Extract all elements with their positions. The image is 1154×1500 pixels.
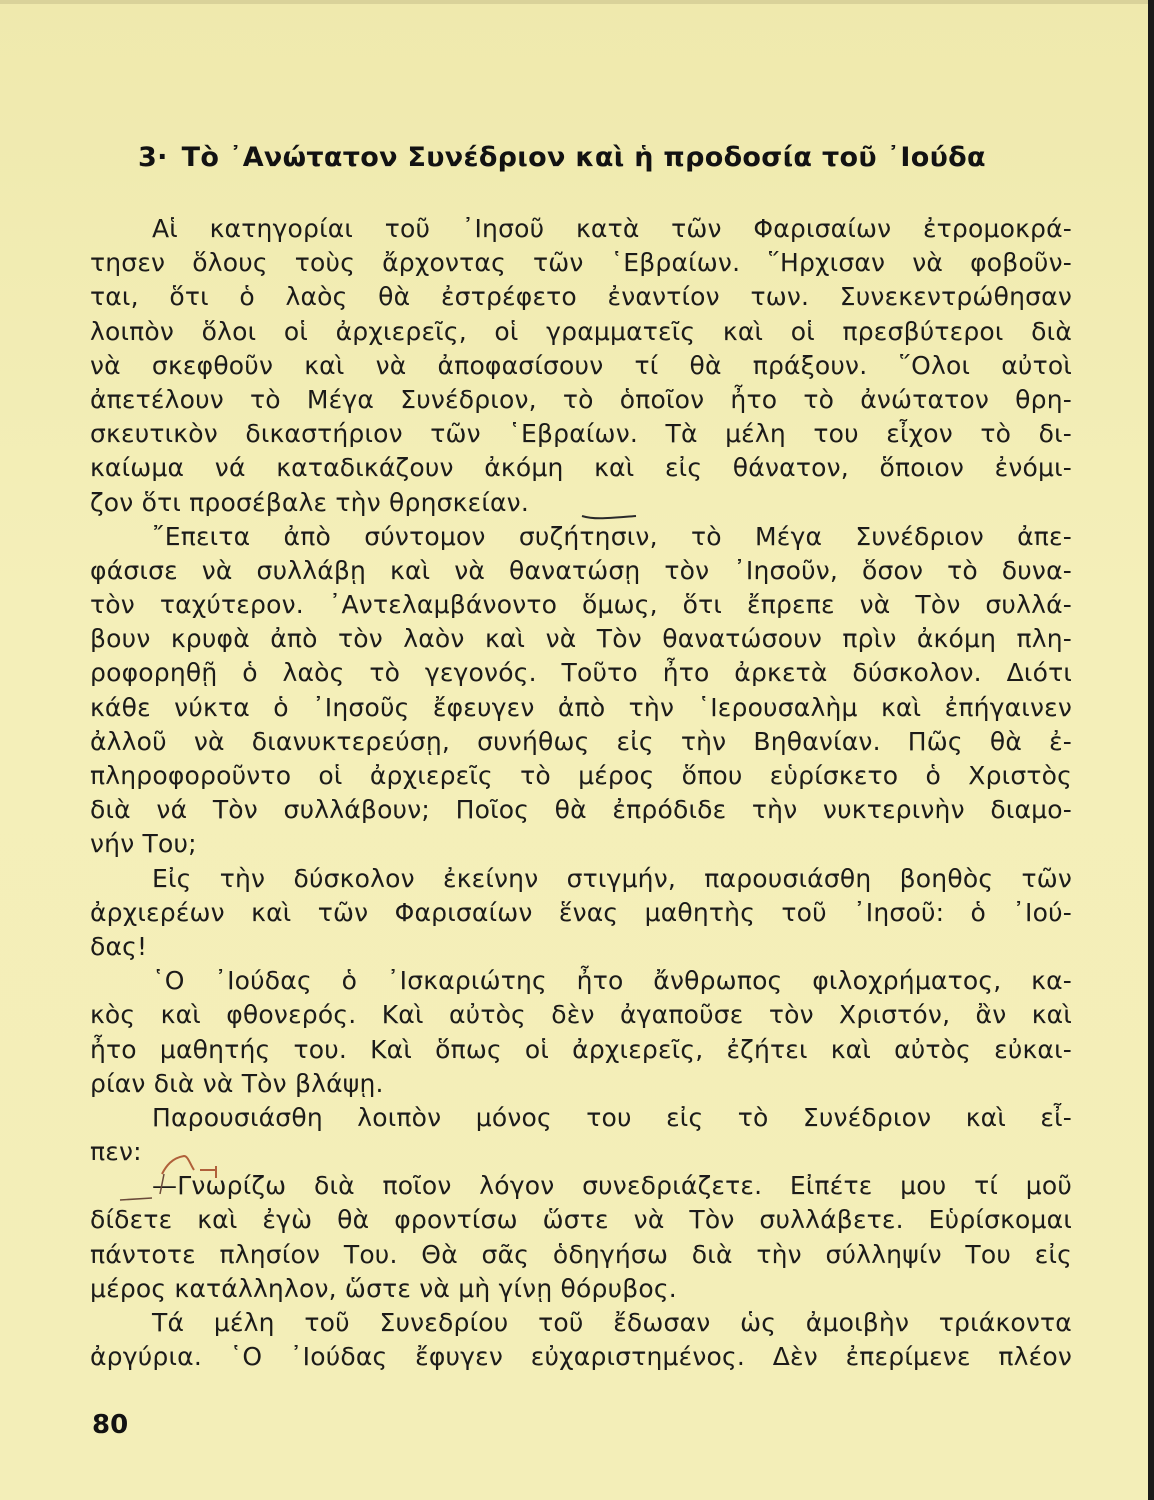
body-text [90, 212, 1072, 1374]
page-edge-right [1148, 0, 1154, 1500]
text-line: δίδετε καὶ ἐγὼ θὰ φροντίσω ὥστε νὰ Τὸν συλλάβετε. Εὑρίσκομαι [90, 1205, 1072, 1235]
text-line: ῎Επειτα ἀπὸ σύντομον συζήτησιν, τὸ Μέγα Συνέδριον ἀπε- [152, 521, 1072, 551]
text-line: Τά μέλη τοῦ Συνεδρίου τοῦ ἔδωσαν ὡς ἀμοιβὴν τριάκοντα [152, 1308, 1072, 1337]
text-line: φάσισε νὰ συλλάβῃ καὶ νὰ θανατώσῃ τὸν ᾿Ιησοῦν, ὅσον τὸ δυνα- [90, 555, 1072, 585]
text-line: Αἱ κατηγορίαι τοῦ ᾿Ιησοῦ κατὰ τῶν Φαρισαίων ἐτρομοκρά- [152, 214, 1072, 243]
text-line: κὸς καὶ φθονερός. Καὶ αὐτὸς δὲν ἀγαποῦσε τὸν Χριστόν, ἂν καὶ [90, 1000, 1072, 1030]
text-line: σκευτικὸν δικαστήριον τῶν ῾Εβραίων. Τὰ μέλη του εἶχον τὸ δι- [90, 419, 1072, 449]
text-line: Εἰς τὴν δύσκολον ἐκείνην στιγμήν, παρουσιάσθη βοηθὸς τῶν [152, 863, 1072, 893]
text-line: κάθε νύκτα ὁ ᾿Ιησοῦς ἔφευγεν ἀπὸ τὴν ῾Ιερουσαλὴμ καὶ ἐπήγαινεν [90, 692, 1072, 722]
text-line: ται, ὅτι ὁ λαὸς θὰ ἐστρέφετο ἐναντίον των. Συνεκεντρώθησαν [90, 282, 1072, 312]
text-line: ἦτο μαθητής του. Καὶ ὅπως οἱ ἀρχιερεῖς, ἐζήτει καὶ αὐτὸς εὐκαι- [90, 1034, 1072, 1064]
text-line: μέρος κατάλληλον, ὥστε νὰ μὴ γίνῃ θόρυβος. [90, 1273, 677, 1303]
text-line: Παρουσιάσθη λοιπὸν μόνος του εἰς τὸ Συνέδριον καὶ εἶ- [152, 1102, 1072, 1132]
chapter-number: 3· [138, 142, 168, 173]
chapter-title: Τὸ ᾿Ανώτατον Συνέδριον καὶ ἡ προδοσία τοῦ ᾿Ιούδα [181, 142, 986, 173]
text-line: ῾Ο ᾿Ιούδας ὁ ᾿Ισκαριώτης ἦτο ἄνθρωπος φιλοχρήματος, κα- [152, 966, 1072, 996]
text-line: διὰ νά Τὸν συλλάβουν; Ποῖος θὰ ἐπρόδιδε τὴν νυκτερινὴν διαμο- [90, 795, 1072, 825]
text-line: πεν: [90, 1137, 142, 1167]
text-line: ἀλλοῦ νὰ διανυκτερεύσῃ, συνήθως εἰς τὴν Βηθανίαν. Πῶς θὰ ἐ- [90, 726, 1072, 756]
text-line: πληροφοροῦντο οἱ ἀρχιερεῖς τὸ μέρος ὅπου εὑρίσκετο ὁ Χριστὸς [90, 761, 1072, 790]
text-line: τησεν ὅλους τοὺς ἄρχοντας τῶν ῾Εβραίων. ῞Ηρχισαν νὰ φοβοῦν- [90, 248, 1072, 278]
text-line: τὸν ταχύτερον. ᾿Αντελαμβάνοντο ὅμως, ὅτι ἔπρεπε νὰ Τὸν συλλά- [90, 590, 1072, 620]
text-line: ἀρχιερέων καὶ τῶν Φαρισαίων ἕνας μαθητὴς τοῦ ᾿Ιησοῦ: ὁ ᾿Ιού- [90, 897, 1072, 927]
text-line: νήν Του; [90, 829, 197, 859]
text-line: πάντοτε πλησίον Του. Θὰ σᾶς ὁδηγήσω διὰ τὴν σύλληψίν Του εἰς [90, 1239, 1072, 1269]
page-edge-top [0, 0, 1154, 4]
text-line: δας! [90, 931, 148, 961]
page-number: 80 [92, 1410, 129, 1440]
chapter-heading [138, 142, 1038, 173]
text-line: —Γνωρίζω διὰ ποῖον λόγον συνεδριάζετε. Εἰπέτε μου τί μοῦ [152, 1171, 1072, 1201]
text-line: καίωμα νά καταδικάζουν ἀκόμη καὶ εἰς θάνατον, ὅποιον ἐνόμι- [90, 453, 1072, 483]
text-line: ἀπετέλουν τὸ Μέγα Συνέδριον, τὸ ὁποῖον ἦτο τὸ ἀνώτατον θρη- [90, 384, 1072, 414]
text-line: βουν κρυφὰ ἀπὸ τὸν λαὸν καὶ νὰ Τὸν θανατώσουν πρὶν ἀκόμη πλη- [90, 624, 1072, 654]
text-line: ροφορηθῇ ὁ λαὸς τὸ γεγονός. Τοῦτο ἦτο ἀρκετὰ δύσκολον. Διότι [90, 658, 1072, 688]
text-line: ζον ὅτι προσέβαλε τὴν θρησκείαν. [90, 487, 529, 517]
text-line: ρίαν διὰ νὰ Τὸν βλάψῃ. [90, 1068, 384, 1098]
text-line: ἀργύρια. ῾Ο ᾿Ιούδας ἔφυγεν εὐχαριστημένος. Δὲν ἐπερίμενε πλέον [90, 1342, 1072, 1372]
text-line: νὰ σκεφθοῦν καὶ νὰ ἀποφασίσουν τί θὰ πράξουν. ῞Ολοι αὐτοὶ [90, 350, 1072, 380]
text-line: λοιπὸν ὅλοι οἱ ἀρχιερεῖς, οἱ γραμματεῖς καὶ οἱ πρεσβύτεροι διὰ [90, 316, 1072, 346]
